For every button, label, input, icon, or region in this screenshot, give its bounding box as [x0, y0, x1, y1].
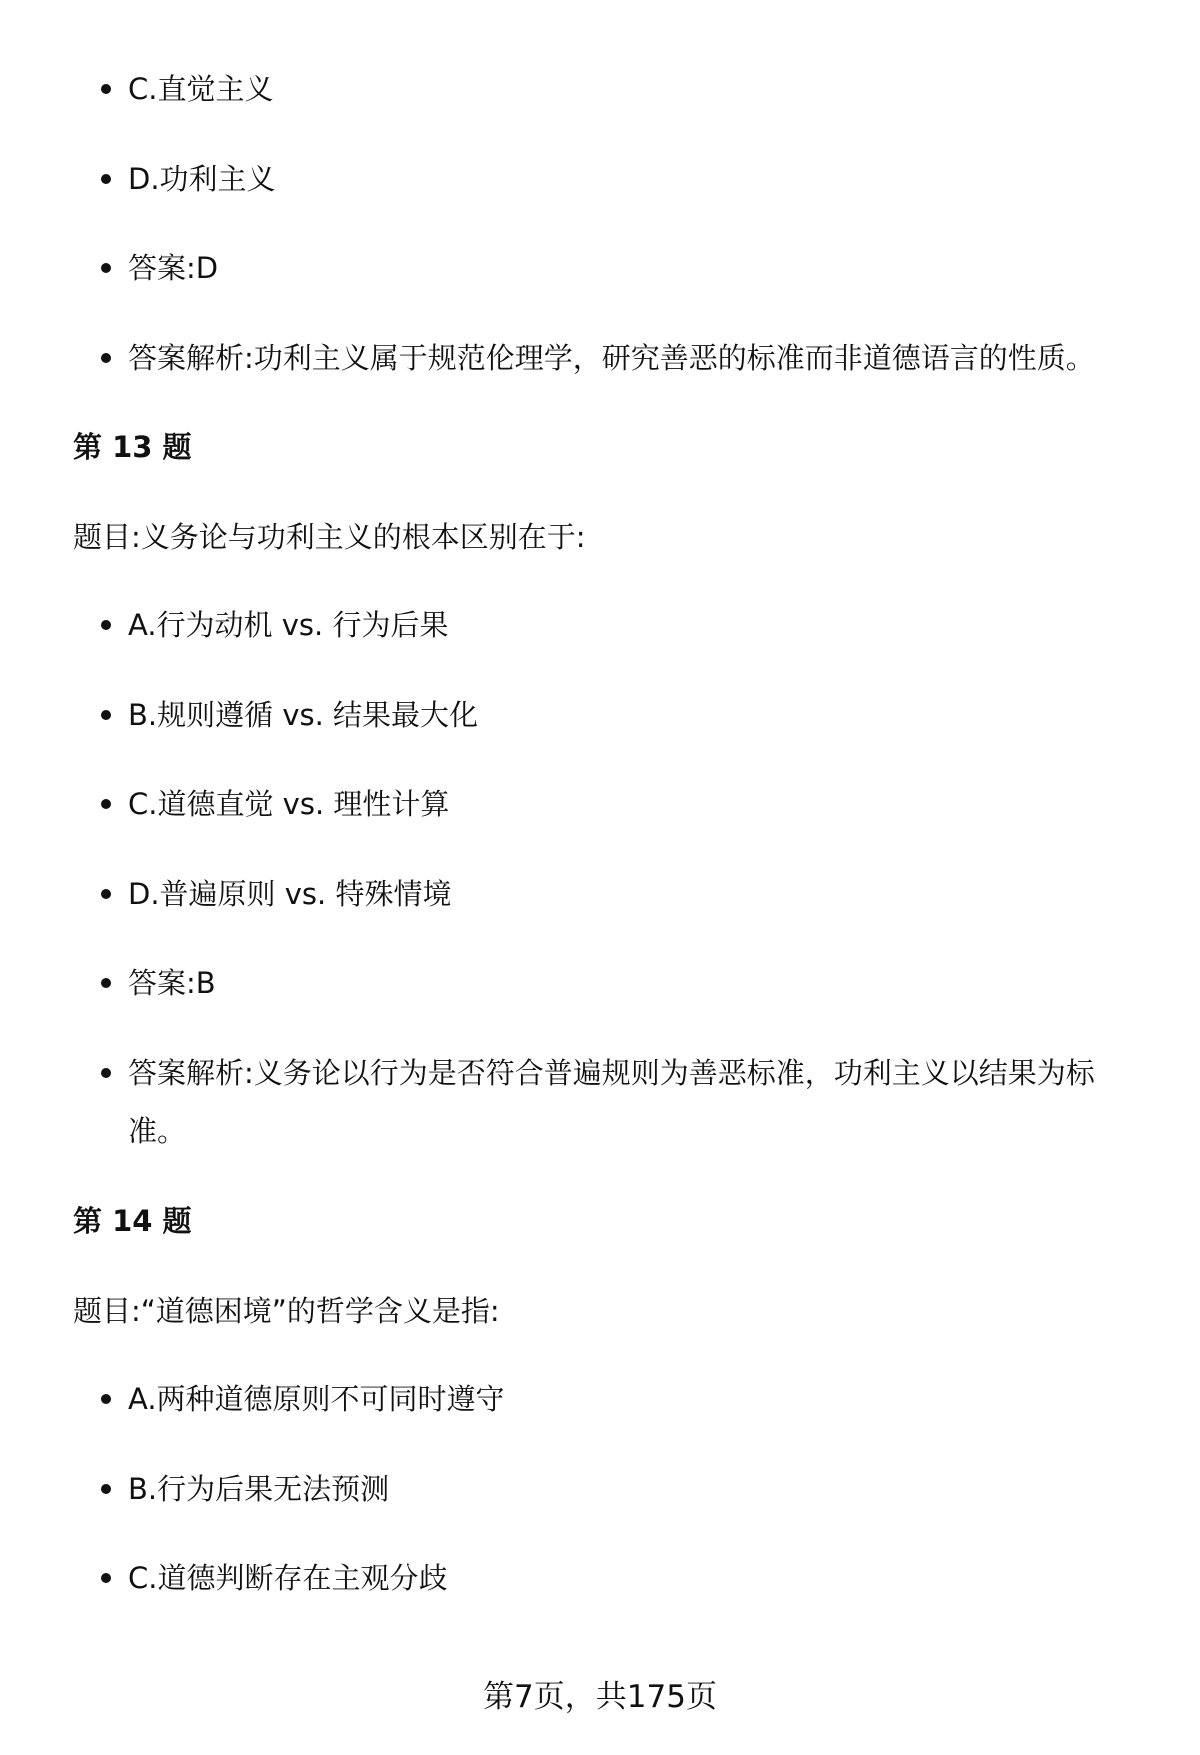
- option-a: A.行为动机 vs. 行为后果: [128, 596, 1128, 654]
- question-heading: 第 14 题: [73, 1204, 192, 1238]
- question-text: 题目:义务论与功利主义的根本区别在于:: [73, 520, 586, 554]
- answer-line: 答案:D: [128, 239, 1128, 297]
- option-c: C.道德直觉 vs. 理性计算: [128, 775, 1128, 833]
- page-number: 第7页，共175页: [483, 1679, 717, 1715]
- option-c: C.道德判断存在主观分歧: [128, 1549, 1128, 1607]
- option-d: D.功利主义: [128, 150, 1128, 208]
- option-b: B.规则遵循 vs. 结果最大化: [128, 686, 1128, 744]
- answer-explanation: 答案解析:义务论以行为是否符合普遍规则为善恶标准，功利主义以结果为标准。: [128, 1044, 1128, 1160]
- option-d: D.普遍原则 vs. 特殊情境: [128, 865, 1128, 923]
- option-a: A.两种道德原则不可同时遵守: [128, 1370, 1128, 1428]
- question-text: 题目:“道德困境”的哲学含义是指:: [73, 1294, 500, 1328]
- option-c: C.直觉主义: [128, 60, 1128, 118]
- option-b: B.行为后果无法预测: [128, 1460, 1128, 1518]
- answer-explanation: 答案解析:功利主义属于规范伦理学，研究善恶的标准而非道德语言的性质。: [128, 329, 1128, 387]
- question-heading: 第 13 题: [73, 430, 192, 464]
- answer-line: 答案:B: [128, 954, 1128, 1012]
